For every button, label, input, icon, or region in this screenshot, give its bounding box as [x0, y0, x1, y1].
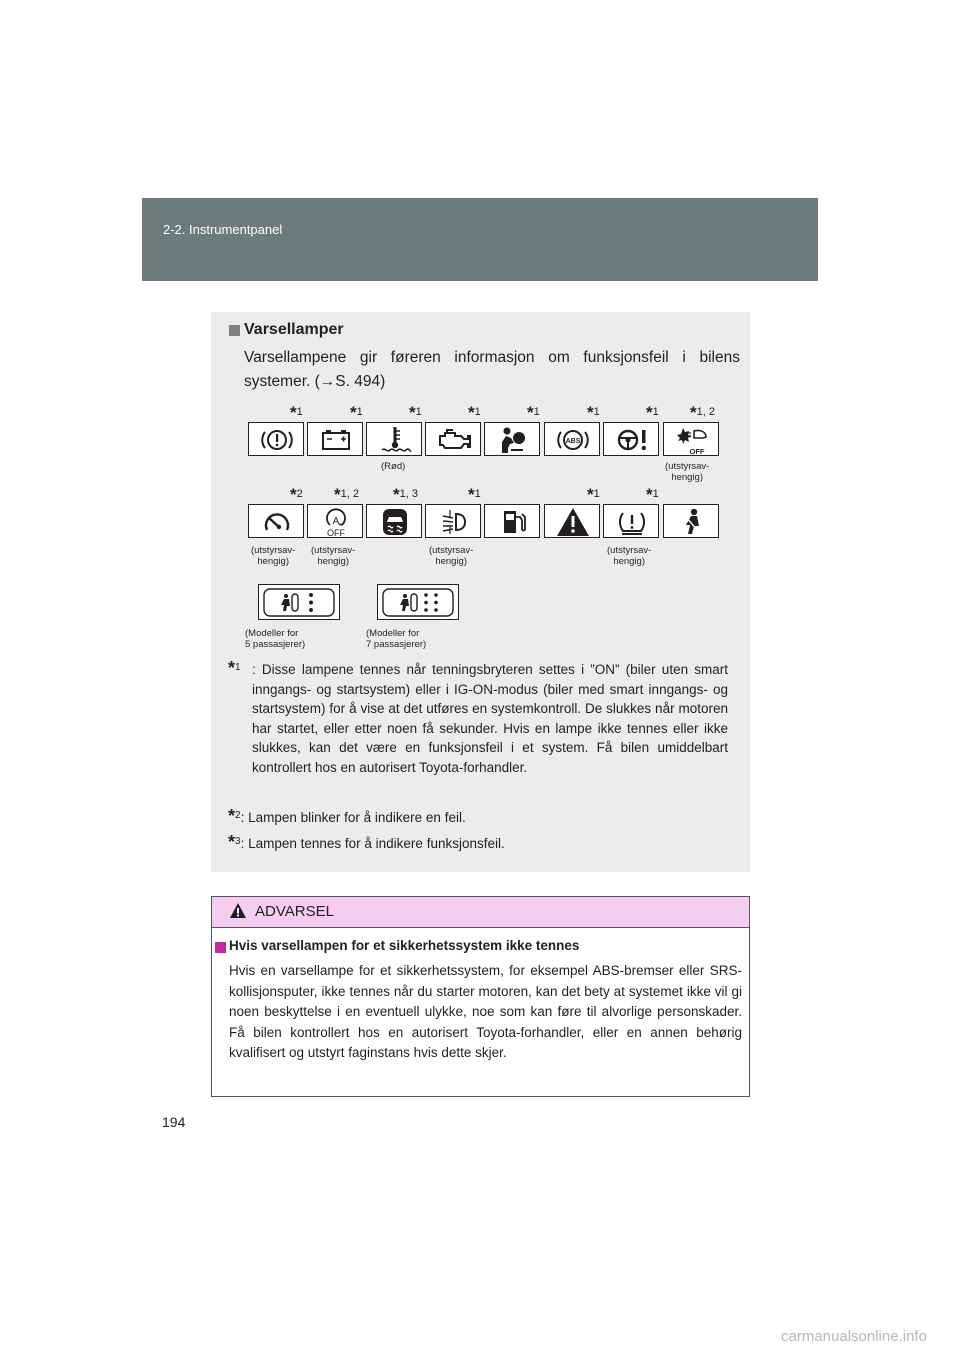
- seatbelt-reminder-icon: [663, 504, 719, 538]
- slip-indicator-icon: [366, 504, 422, 538]
- warning-text: Hvis en varsellampe for et sikkerhetssystem, for eksempel ABS-bremser eller SRS-kollisjonsputer, ikke tennes når du starter motoren, kan det bety at systemet ikke vil gi noen beskyttelse i en eventuell ulykke, noe som kan føre til alvorlige personskader. Få bilen kontrollert hos en autorisert Toyota-forhandler, eller en annen behørig kvalifisert og utstyrt faginstans hvis dette skjer.: [229, 963, 742, 1060]
- section-header-bar: [142, 198, 818, 281]
- arrow-symbol: →: [319, 373, 336, 390]
- warning-title-bar: [212, 897, 749, 928]
- icon-caption: (utstyrsav- hengig): [607, 545, 652, 567]
- rear-seatbelt-5-seat-icon: [258, 584, 340, 620]
- footnote-marker: *1, 2: [334, 485, 359, 504]
- footnote-2: *$^2$: Lampen blinker for å indikere en feil.: [228, 806, 466, 826]
- footnote-3: *$^3$: Lampen tennes for å indikere funksjonsfeil.: [228, 832, 505, 852]
- footnote-marker: *1: [527, 403, 540, 422]
- footnote-marker: *2: [290, 485, 303, 504]
- footnote-1: *$^1$ : Disse lampene tennes når tenningsbryteren settes i ”ON” (biler uten smart inngangs- og startsystem) eller i IG-ON-modus (biler med smart inngangs- og startsystem) for å vise at det utføres en systemkontroll. De slukkes når motoren har startet, eller etter noen få sekunder. Hvis en lampe ikke tennes eller ikke slukkes, kan det være en funksjonsfeil i et system. Få bilen umiddelbart kontrollert hos en autorisert Toyota-forhandler.: [228, 658, 728, 775]
- engine-check-icon: [425, 422, 481, 456]
- svg-text:A: A: [332, 516, 340, 527]
- footnote-marker: *1: [587, 485, 600, 504]
- page-reference-link[interactable]: S. 494): [335, 373, 386, 390]
- pre-collision-off-icon: [663, 422, 719, 456]
- footnote-marker: *1: [409, 403, 422, 422]
- warning-triangle-icon: [229, 902, 247, 919]
- warning-box: [211, 896, 750, 1097]
- footnote-marker: *1, 3: [393, 485, 418, 504]
- intro-text: [244, 346, 740, 394]
- icon-caption: (Rød): [381, 461, 406, 472]
- tire-pressure-icon: [603, 504, 659, 538]
- rear-seatbelt-7-seat-icon: [377, 584, 459, 620]
- footnote-marker: *1: [646, 485, 659, 504]
- cruise-control-icon: [248, 504, 304, 538]
- footnote-marker: *1: [646, 403, 659, 422]
- auto-stop-start-off-icon: [307, 504, 363, 538]
- icon-caption: (utstyrsav- hengig): [311, 545, 356, 567]
- abs-warning-icon: [544, 422, 600, 456]
- icon-caption: (utstyrsav- hengig): [429, 545, 474, 567]
- subheading-bullet: [215, 942, 226, 953]
- footnote-marker: *1: [350, 403, 363, 422]
- icon-caption: (utstyrsav- hengig): [665, 461, 710, 483]
- footnote-marker: *1: [468, 485, 481, 504]
- footnote-marker: *1: [290, 403, 303, 422]
- seat-caption-5: (Modeller for 5 passasjerer): [245, 628, 306, 650]
- footnote-marker: *1, 2: [690, 403, 715, 422]
- warning-title: ADVARSEL: [255, 903, 334, 920]
- footnote-marker: *1: [468, 403, 481, 422]
- seat-caption-7: (Modeller for 7 passasjerer): [366, 628, 427, 650]
- watermark: carmanualsonline.info: [781, 1328, 927, 1345]
- battery-charge-icon: [307, 422, 363, 456]
- intro-text-main: Varsellampene gir føreren informasjon om funksjonsfeil i bilens systemer. (: [244, 349, 740, 390]
- page-number: 194: [162, 1114, 186, 1130]
- master-warning-icon: [544, 504, 600, 538]
- srs-airbag-icon: [484, 422, 540, 456]
- svg-text:OFF: OFF: [689, 447, 705, 456]
- section-title: 2-2. Instrumentpanel: [163, 222, 283, 237]
- svg-text:ABS: ABS: [565, 438, 581, 445]
- headlight-leveling-icon: [425, 504, 481, 538]
- panel-heading: Varsellamper: [244, 321, 344, 338]
- svg-text:OFF: OFF: [327, 528, 345, 538]
- footnote-marker: *1: [587, 403, 600, 422]
- heading-bullet: [229, 325, 240, 336]
- coolant-temperature-icon: [366, 422, 422, 456]
- power-steering-icon: [603, 422, 659, 456]
- low-fuel-icon: [484, 504, 540, 538]
- warning-lights-panel: [211, 312, 750, 872]
- brake-warning-icon: [248, 422, 304, 456]
- icon-caption: (utstyrsav- hengig): [251, 545, 296, 567]
- warning-subheading: Hvis varsellampen for et sikkerhetssystem ikke tennes: [229, 938, 580, 953]
